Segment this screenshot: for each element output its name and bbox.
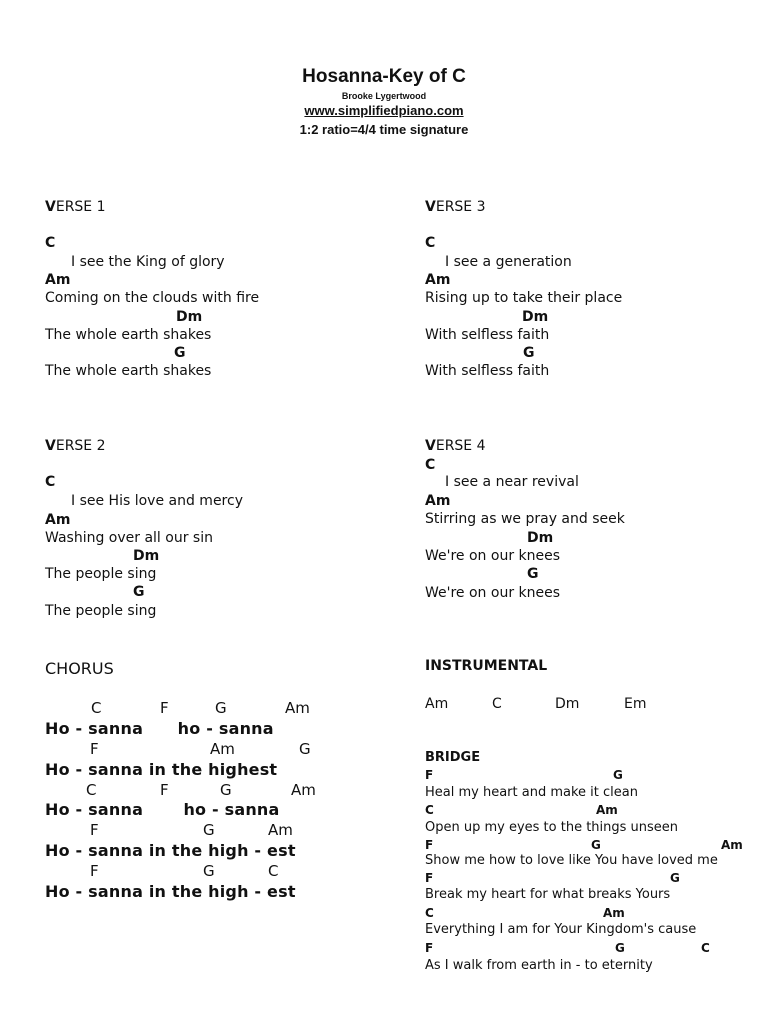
verse2-heading xyxy=(45,438,106,454)
verse4-heading-initial: V xyxy=(425,438,436,454)
verse3-line-3: With selfless faith xyxy=(425,327,550,343)
verse2-chord-1: C xyxy=(45,474,56,490)
verse3-chord-2: Am xyxy=(425,272,451,288)
bridge-chord: C xyxy=(425,906,434,920)
bridge-chord: C xyxy=(701,941,710,955)
chorus-heading: CHORUS xyxy=(45,659,114,678)
verse2-chord-2: Am xyxy=(45,512,71,528)
bridge-line-2: Open up my eyes to the things unseen xyxy=(425,820,679,835)
verse1-chord-3: Dm xyxy=(176,309,203,325)
verse4-chord-3: Dm xyxy=(527,530,554,546)
verse1-heading-rest: ERSE 1 xyxy=(55,199,106,215)
verse4-heading xyxy=(425,438,486,454)
verse1-line-1: I see the King of glory xyxy=(71,254,225,270)
verse3-chord-1: C xyxy=(425,235,436,251)
verse3-chord-4: G xyxy=(523,345,535,361)
bridge-chord: Am xyxy=(603,906,625,920)
bridge-chord: F xyxy=(425,941,434,955)
verse2-chord-4: G xyxy=(133,584,145,600)
bridge-line-1: Heal my heart and make it clean xyxy=(425,785,638,800)
verse4-line-2: Stirring as we pray and seek xyxy=(425,511,625,527)
chorus-chord: G xyxy=(299,740,311,758)
instrumental-chord: Em xyxy=(624,696,647,712)
verse3-heading-rest: ERSE 3 xyxy=(435,199,486,215)
verse2-line-2: Washing over all our sin xyxy=(45,530,213,546)
website-link-text[interactable]: www.simplifiedpiano.com xyxy=(304,103,464,118)
verse1-line-4: The whole earth shakes xyxy=(45,363,212,379)
chorus-chord: Am xyxy=(268,821,293,839)
verse3-line-1: I see a generation xyxy=(445,254,572,270)
instrumental-heading: INSTRUMENTAL xyxy=(425,658,548,674)
verse3-heading xyxy=(425,199,486,215)
song-title: Hosanna-Key of C xyxy=(302,66,466,87)
bridge-chord: G xyxy=(670,871,680,885)
bridge-chord: Am xyxy=(721,838,743,852)
verse1-line-2: Coming on the clouds with fire xyxy=(45,290,260,306)
verse1-heading xyxy=(45,199,106,215)
chorus-chord: Am xyxy=(210,740,235,758)
verse2-line-1: I see His love and mercy xyxy=(71,493,243,509)
verse4-line-3: We're on our knees xyxy=(425,548,561,564)
chorus-chord: F xyxy=(90,821,99,839)
verse2-chord-3: Dm xyxy=(133,548,160,564)
verse4-chord-2: Am xyxy=(425,493,451,509)
chorus-line-3: Ho - sanna ho - sanna xyxy=(45,800,280,819)
verse4-line-1: I see a near revival xyxy=(445,474,579,490)
bridge-chord: Am xyxy=(596,803,618,817)
verse2-heading-rest: ERSE 2 xyxy=(55,438,106,454)
chorus-chord: G xyxy=(203,862,215,880)
chorus-line-4: Ho - sanna in the high - est xyxy=(45,841,296,860)
instrumental-chord: Dm xyxy=(555,696,580,712)
verse4-line-4: We're on our knees xyxy=(425,585,561,601)
chorus-chord: C xyxy=(91,699,102,717)
verse3-chord-3: Dm xyxy=(522,309,549,325)
bridge-chord: C xyxy=(425,803,434,817)
verse1-heading-initial: V xyxy=(45,199,56,215)
bridge-chord: F xyxy=(425,838,434,852)
bridge-chord: F xyxy=(425,768,434,782)
chorus-chord: F xyxy=(90,740,99,758)
verse2-line-4: The people sing xyxy=(45,603,157,619)
time-signature-note: 1:2 ratio=4/4 time signature xyxy=(299,122,469,137)
verse4-chord-1: C xyxy=(425,457,436,473)
verse3-heading-initial: V xyxy=(425,199,436,215)
chorus-chord: Am xyxy=(285,699,310,717)
bridge-line-4: Break my heart for what breaks Yours xyxy=(425,887,671,902)
verse3-line-4: With selfless faith xyxy=(425,363,550,379)
verse4-chord-4: G xyxy=(527,566,539,582)
website-link[interactable] xyxy=(0,103,768,118)
verse2-heading-initial: V xyxy=(45,438,56,454)
chorus-chord: G xyxy=(215,699,227,717)
verse1-chord-4: G xyxy=(174,345,186,361)
instrumental-chord: Am xyxy=(425,696,449,712)
author-name: Brooke Lygertwood xyxy=(341,91,427,101)
chorus-line-1: Ho - sanna ho - sanna xyxy=(45,719,274,738)
chorus-chord: F xyxy=(90,862,99,880)
verse2-line-3: The people sing xyxy=(45,566,157,582)
instrumental-chord: C xyxy=(492,696,502,712)
verse3-line-2: Rising up to take their place xyxy=(425,290,623,306)
verse1-chord-2: Am xyxy=(45,272,71,288)
verse4-heading-rest: ERSE 4 xyxy=(435,438,486,454)
chorus-chord: F xyxy=(160,781,169,799)
bridge-chord: F xyxy=(425,871,434,885)
chorus-chord: Am xyxy=(291,781,316,799)
chorus-chord: F xyxy=(160,699,169,717)
chorus-chord: G xyxy=(203,821,215,839)
chorus-chord: G xyxy=(220,781,232,799)
bridge-chord: G xyxy=(615,941,625,955)
bridge-heading: BRIDGE xyxy=(425,750,481,765)
bridge-line-6: As I walk from earth in - to eternity xyxy=(425,958,653,973)
chorus-chord: C xyxy=(268,862,279,880)
verse1-line-3: The whole earth shakes xyxy=(45,327,212,343)
bridge-line-3: Show me how to love like You have loved me xyxy=(425,853,718,868)
verse1-chord-1: C xyxy=(45,235,56,251)
chorus-line-2: Ho - sanna in the highest xyxy=(45,760,278,779)
chorus-chord: C xyxy=(86,781,97,799)
bridge-chord: G xyxy=(591,838,601,852)
chorus-line-5: Ho - sanna in the high - est xyxy=(45,882,296,901)
bridge-chord: G xyxy=(613,768,623,782)
bridge-line-5: Everything I am for Your Kingdom's cause xyxy=(425,922,697,937)
